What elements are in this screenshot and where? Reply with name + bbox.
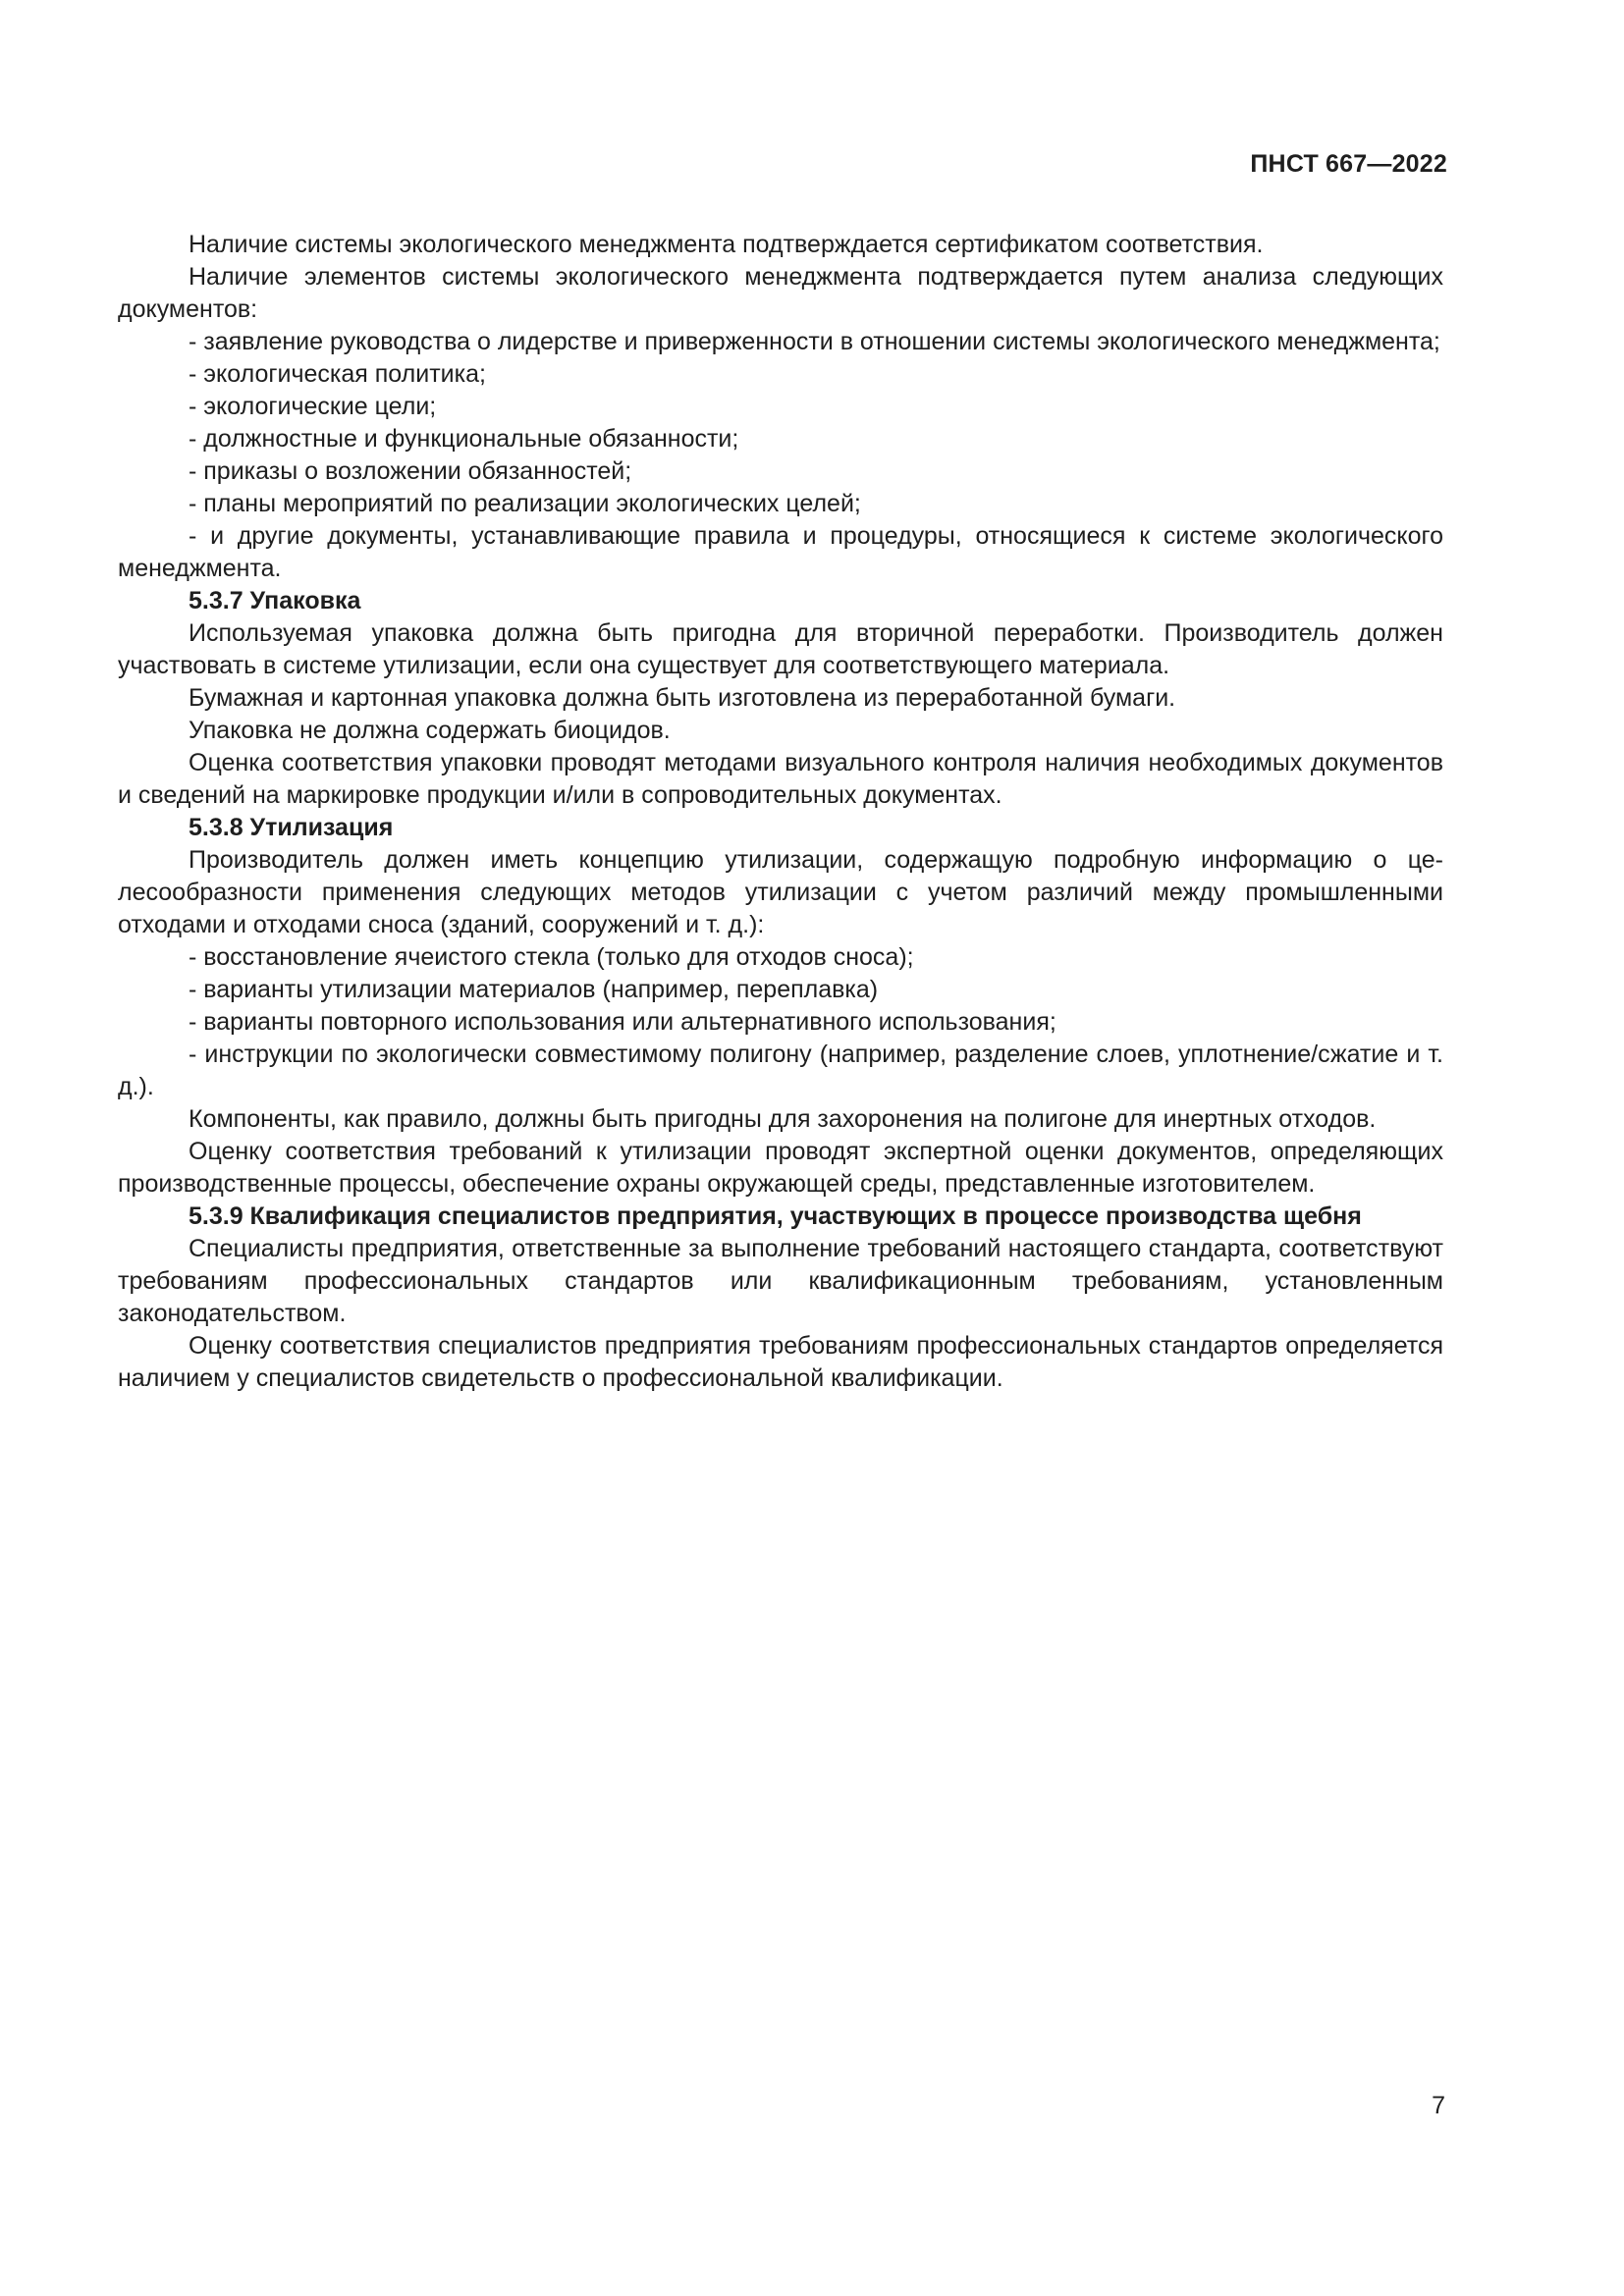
paragraph: Наличие системы экологического менеджмента подтверждается сертификатом соответствия. — [189, 231, 1264, 258]
paragraph: Упаковка не должна содержать биоцидов. — [189, 717, 671, 744]
paragraph: Оценку соответствия требований к утилизации проводят экспертной оценки документов, определяющих производственные процессы, обеспечение охраны окружающей среды, представленные изготовителем. — [118, 1138, 1443, 1198]
list-item: - планы мероприятий по реализации экологических целей; — [189, 490, 861, 517]
list-item: - и другие документы, устанавливающие правила и процедуры, относящиеся к системе экологического менеджмента. — [118, 522, 1443, 582]
list-item: - заявление руководства о лидерстве и приверженности в отношении системы экологического менеджмента; — [189, 328, 1440, 355]
paragraph: Наличие элементов системы экологического менеджмента подтверждается путем анализа следующих документов: — [118, 263, 1443, 323]
page-number: 7 — [1432, 2092, 1445, 2119]
paragraph: Используемая упаковка должна быть пригодна для вторичной переработки. Производитель должен участвовать в системе утилизации, если она существует для соответствующего материала. — [118, 619, 1443, 679]
document-code: ПНСТ 667—2022 — [1250, 150, 1447, 178]
paragraph: Компоненты, как правило, должны быть пригодны для захоронения на полигоне для инертных отходов. — [189, 1105, 1377, 1133]
paragraph: Специалисты предприятия, ответственные за выполнение требований настоящего стандарта, соответствуют требованиям профессиональных стандартов или квалификационным требованиям, установленным законодательством. — [118, 1235, 1443, 1327]
list-item: - варианты повторного использования или альтернативного использования; — [189, 1008, 1056, 1036]
list-item: - приказы о возложении обязанностей; — [189, 457, 632, 485]
section-heading-packaging: 5.3.7 Упаковка — [189, 587, 361, 614]
paragraph: Оценку соответствия специалистов предприятия требованиям профессиональных стандартов определяется наличием у специалистов свидетельств о профессиональной квалификации. — [118, 1332, 1443, 1392]
paragraph: Оценка соответствия упаковки проводят методами визуального контроля наличия необходимых документов и сведений на маркировке продукции и/или в сопроводительных документах. — [118, 749, 1443, 809]
section-heading-disposal: 5.3.8 Утилизация — [189, 814, 394, 841]
list-item: - должностные и функциональные обязанности; — [189, 425, 739, 453]
list-item: - восстановление ячеистого стекла (только для отходов сноса); — [189, 943, 914, 971]
list-item: - экологические цели; — [189, 393, 437, 420]
paragraph: Бумажная и картонная упаковка должна быть изготовлена из переработанной бумаги. — [189, 684, 1176, 712]
section-heading-qualification: 5.3.9 Квалификация специалистов предприятия, участвующих в процессе производства щебня — [189, 1202, 1362, 1230]
list-item: - инструкции по экологически совместимому полигону (например, разделение слоев, уплотнение/​сжатие и т. д.). — [118, 1041, 1443, 1100]
list-item: - экологическая политика; — [189, 360, 486, 388]
paragraph: Производитель должен иметь концепцию утилизации, содержащую подробную информацию о целесообразности применения следующих методов утилизации с учетом различий между промышленными отходами и отходами сноса (зданий, сооружений и т. д.): — [118, 846, 1443, 938]
page-body — [118, 229, 1443, 1395]
list-item: - варианты утилизации материалов (например, переплавка) — [189, 976, 879, 1003]
